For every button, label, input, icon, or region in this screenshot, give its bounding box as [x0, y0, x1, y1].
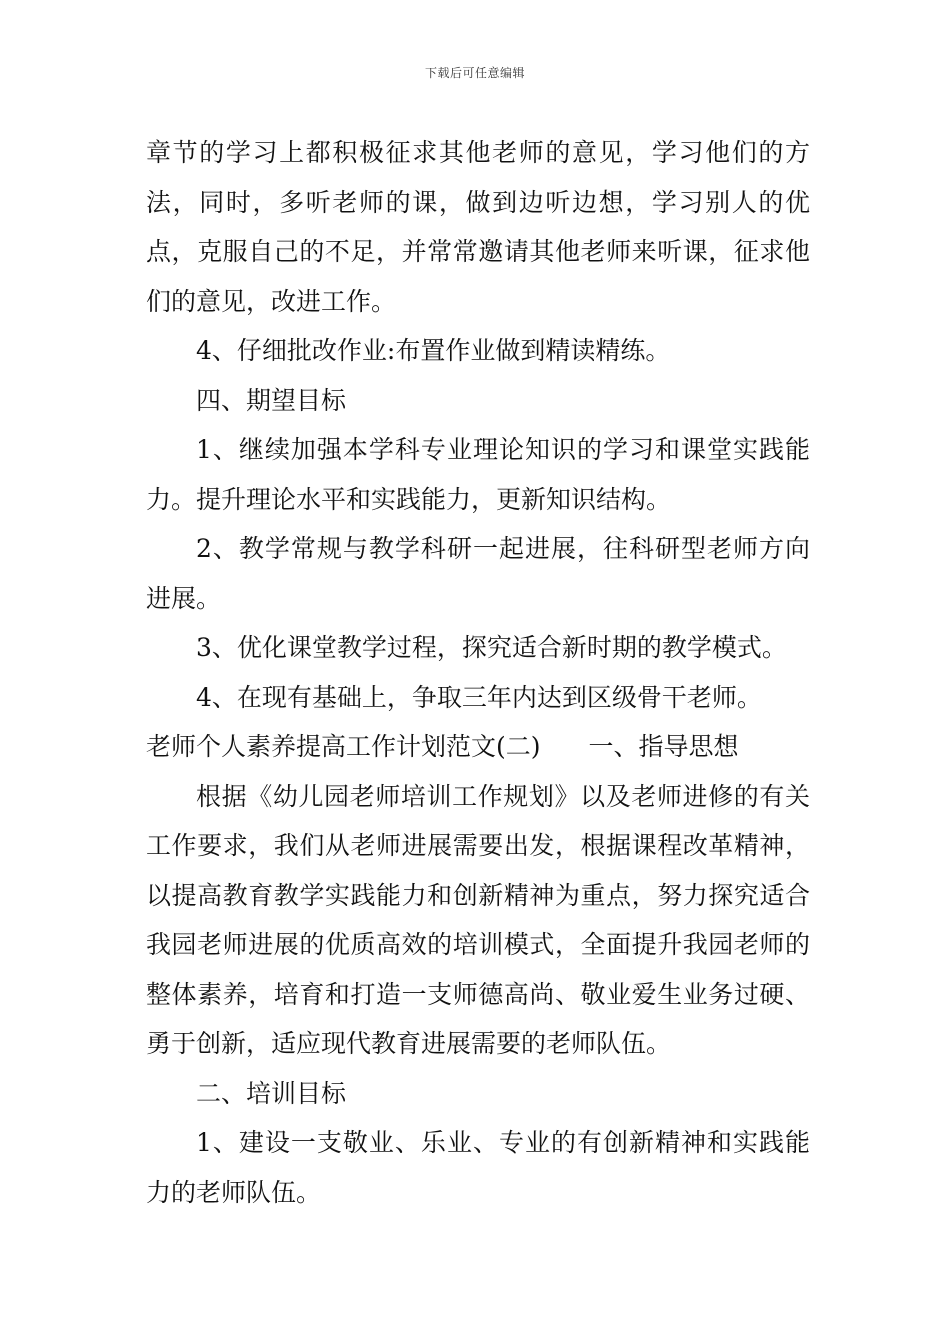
paragraph-goal-4: 4、在现有基础上，争取三年内达到区级骨干老师。	[196, 682, 762, 712]
document-body	[146, 128, 810, 1217]
section-subheading: 一、指导思想	[588, 732, 739, 761]
paragraph-training-goal-1: 1、建设一支敬业、乐业、专业的有创新精神和实践能力的老师队伍。	[146, 1128, 810, 1207]
paragraph-grading-homework: 4、仔细批改作业:布置作业做到精读精练。	[196, 336, 671, 365]
heading-training-goals: 二、培训目标	[196, 1078, 347, 1108]
section-title: 老师个人素养提高工作计划范文(二)	[146, 732, 541, 761]
paragraph-goal-2: 2、教学常规与教学科研一起进展，往科研型老师方向进展。	[146, 534, 810, 613]
paragraph-continued: 章节的学习上都积极征求其他老师的意见，学习他们的方法，同时，多听老师的课，做到边听边想，学习别人的优点，克服自己的不足，并常常邀请其他老师来听课，征求他们的意见，改进工作。	[146, 138, 810, 316]
section-title-line	[146, 722, 810, 772]
paragraph-goal-1: 1、继续加强本学科专业理论知识的学习和课堂实践能力。提升理论水平和实践能力，更新知识结构。	[146, 435, 810, 514]
paragraph-guiding-thought: 根据《幼儿园老师培训工作规划》以及老师进修的有关工作要求，我们从老师进展需要出发，根据课程改革精神，以提高教育教学实践能力和创新精神为重点，努力探究适合我园老师进展的优质高效的培训模式，全面提升我园老师的整体素养，培育和打造一支师德高尚、敬业爱生业务过硬、勇于创新，适应现代教育进展需要的老师队伍。	[146, 781, 810, 1058]
page-header: 下载后可任意编辑	[424, 66, 525, 80]
heading-expected-goals: 四、期望目标	[196, 385, 347, 415]
paragraph-goal-3: 3、优化课堂教学过程，探究适合新时期的教学模式。	[196, 633, 787, 662]
